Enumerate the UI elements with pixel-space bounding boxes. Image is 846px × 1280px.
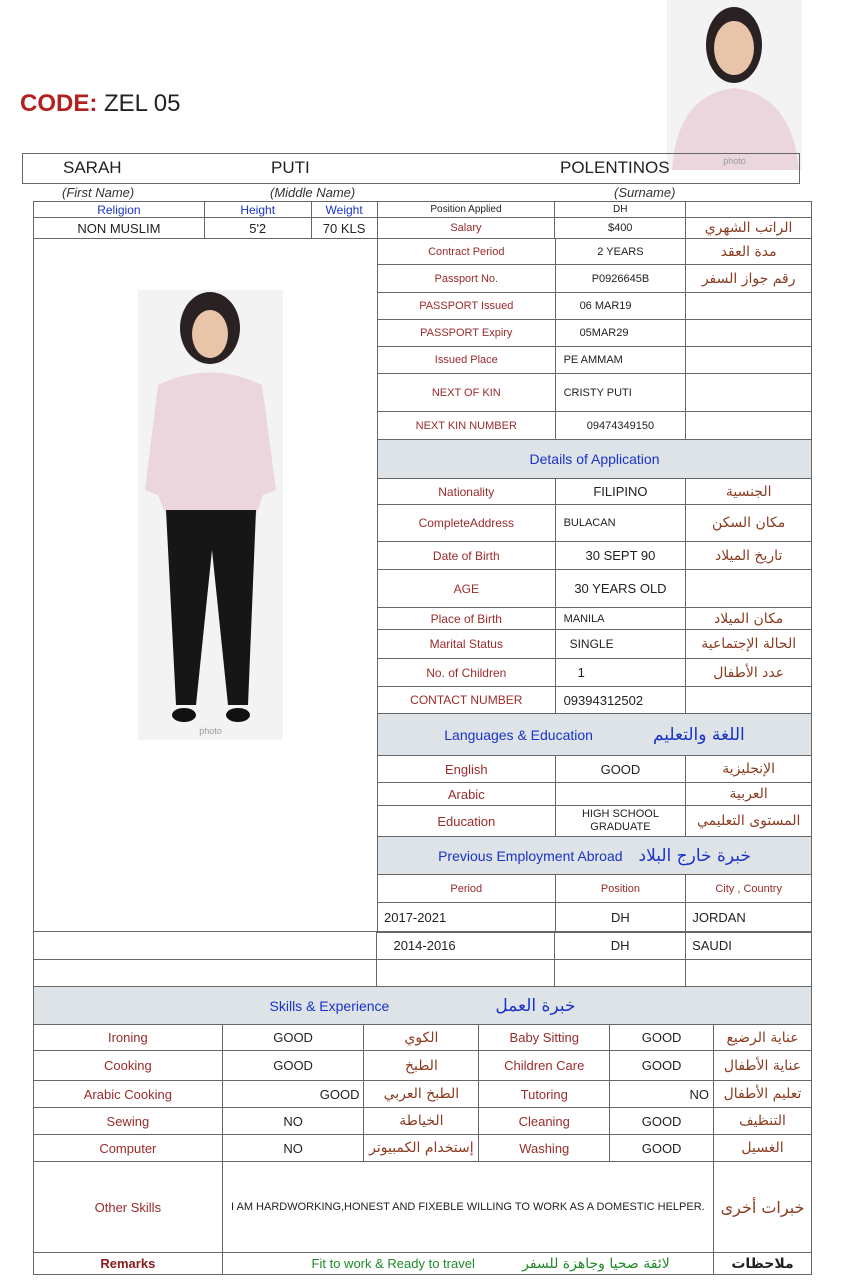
next-of-kin-arabic: [686, 374, 812, 412]
employment-row-period: 2014-2016: [377, 932, 555, 960]
headshot-figure-icon: [667, 0, 802, 170]
dob-label: Date of Birth: [378, 542, 556, 570]
passport-table: [377, 238, 812, 933]
kin-number-value: 09474349150: [555, 412, 686, 440]
skill-label: Baby Sitting: [479, 1025, 610, 1051]
position-col-header: Position: [555, 875, 686, 903]
code-label: CODE:: [20, 90, 98, 117]
skill-arabic: التنظيف: [714, 1108, 812, 1135]
address-value: BULACAN: [555, 505, 686, 542]
skill-arabic: الطبخ العربي: [364, 1081, 479, 1108]
religion-header: Religion: [34, 202, 205, 218]
skill-label: Cooking: [34, 1051, 223, 1081]
other-skills-label: Other Skills: [34, 1162, 223, 1253]
next-of-kin-value: CRISTY PUTI: [555, 374, 686, 412]
pob-value: MANILA: [555, 608, 686, 630]
skill-value: GOOD: [610, 1135, 714, 1162]
position-value: DH: [555, 202, 686, 218]
salary-arabic: الراتب الشهري: [686, 218, 812, 239]
skill-arabic: عناية الرضيع: [714, 1025, 812, 1051]
remarks-value-arabic: لائقة صحيا وجاهزة للسفر: [479, 1253, 714, 1275]
marital-value: SINGLE: [555, 630, 686, 659]
other-skills-arabic: خبرات أخرى: [714, 1162, 812, 1253]
marital-arabic: الحالة الإجتماعية: [686, 630, 812, 659]
skill-value: NO: [610, 1081, 714, 1108]
address-arabic: مكان السكن: [686, 505, 812, 542]
skill-value: NO: [222, 1108, 364, 1135]
employment-empty-cell: [686, 960, 812, 987]
pob-label: Place of Birth: [378, 608, 556, 630]
contract-label: Contract Period: [378, 239, 556, 265]
skill-arabic: الخياطة: [364, 1108, 479, 1135]
height-header: Height: [204, 202, 311, 218]
pob-arabic: مكان الميلاد: [686, 608, 812, 630]
arabic-arabic: العربية: [686, 783, 812, 806]
skill-value: GOOD: [610, 1108, 714, 1135]
weight-header: Weight: [311, 202, 377, 218]
employment-empty-cell: [377, 960, 555, 987]
children-arabic: عدد الأطفال: [686, 659, 812, 687]
nationality-value: FILIPINO: [555, 479, 686, 505]
employment-title-en: Previous Employment Abroad: [438, 847, 623, 864]
passport-expiry-value: 05MAR29: [555, 320, 686, 347]
skill-value: GOOD: [610, 1051, 714, 1081]
skills-title-ar: خبرة العمل: [495, 995, 576, 1016]
skill-arabic: تعليم الأطفال: [714, 1081, 812, 1108]
nationality-label: Nationality: [378, 479, 556, 505]
middle-name-label: (Middle Name): [270, 185, 356, 200]
skill-row: [34, 1108, 812, 1135]
skill-label: Ironing: [34, 1025, 223, 1051]
headshot-caption: photo: [723, 156, 746, 166]
employment-empty-row: [34, 960, 377, 987]
weight-value: 70 KLS: [311, 218, 377, 239]
marital-label: Marital Status: [378, 630, 556, 659]
passport-no-arabic: رقم جواز السفر: [686, 265, 812, 293]
code-header: [20, 90, 181, 118]
skill-arabic: الغسيل: [714, 1135, 812, 1162]
contact-label: CONTACT NUMBER: [378, 687, 556, 714]
address-label: CompleteAddress: [378, 505, 556, 542]
passport-issued-arabic: [686, 293, 812, 320]
employment-blank-left: [34, 932, 377, 960]
skill-arabic: الكوي: [364, 1025, 479, 1051]
basic-info-table: [33, 201, 812, 239]
remarks-arabic: ملاحظات: [714, 1253, 812, 1275]
salary-label: Salary: [377, 218, 555, 239]
contact-arabic: [686, 687, 812, 714]
next-of-kin-label: NEXT OF KIN: [378, 374, 556, 412]
skill-label: Arabic Cooking: [34, 1081, 223, 1108]
skill-value: GOOD: [610, 1025, 714, 1051]
skill-label: Children Care: [479, 1051, 610, 1081]
education-value: HIGH SCHOOL GRADUATE: [555, 806, 686, 837]
dob-arabic: تاريخ الميلاد: [686, 542, 812, 570]
employment-row-country: JORDAN: [686, 903, 812, 933]
skill-row: [34, 1025, 812, 1051]
employment-empty-cell: [555, 960, 686, 987]
skill-arabic: الطبخ: [364, 1051, 479, 1081]
country-header: City , Country: [686, 875, 812, 903]
religion-value: NON MUSLIM: [34, 218, 205, 239]
education-label: Education: [378, 806, 556, 837]
english-value: GOOD: [555, 756, 686, 783]
age-label: AGE: [378, 570, 556, 608]
age-arabic: [686, 570, 812, 608]
employment-row-country: SAUDI: [686, 932, 812, 960]
full-body-caption: photo: [199, 726, 222, 736]
english-label: English: [378, 756, 556, 783]
period-header: Period: [378, 875, 556, 903]
photo-frame: [33, 238, 378, 932]
skill-row: [34, 1081, 812, 1108]
other-skills-value: I AM HARDWORKING,HONEST AND FIXEBLE WILLING TO WORK AS A DOMESTIC HELPER.: [222, 1162, 713, 1253]
skill-label: Washing: [479, 1135, 610, 1162]
employment-section-title: [378, 837, 812, 875]
skill-value: NO: [222, 1135, 364, 1162]
skills-section-title: [34, 987, 812, 1025]
languages-title-en: Languages & Education: [444, 726, 593, 743]
passport-expiry-arabic: [686, 320, 812, 347]
children-value: 1: [555, 659, 686, 687]
languages-section-title: [378, 714, 812, 756]
arabic-label: Arabic: [378, 783, 556, 806]
education-arabic: المستوى التعليمي: [686, 806, 812, 837]
skills-table: [33, 986, 812, 1275]
skill-label: Cleaning: [479, 1108, 610, 1135]
skill-row: [34, 1135, 812, 1162]
passport-issued-value: 06 MAR19: [555, 293, 686, 320]
skill-value: GOOD: [222, 1081, 364, 1108]
first-name-label: (First Name): [62, 185, 135, 200]
employment-row-period: 2017-2021: [378, 903, 556, 933]
passport-no-label: Passport No.: [378, 265, 556, 293]
issued-place-arabic: [686, 347, 812, 374]
kin-number-arabic: [686, 412, 812, 440]
skill-label: Tutoring: [479, 1081, 610, 1108]
issued-place-label: Issued Place: [378, 347, 556, 374]
headshot-photo: [667, 0, 802, 170]
position-header: Position Applied: [377, 202, 555, 218]
languages-title-ar: اللغة والتعليم: [652, 724, 745, 745]
age-value: 30 YEARS OLD: [555, 570, 686, 608]
height-value: 5'2: [204, 218, 311, 239]
salary-value: $400: [555, 218, 686, 239]
kin-number-label: NEXT KIN NUMBER: [378, 412, 556, 440]
issued-place-value: PE AMMAM: [555, 347, 686, 374]
passport-expiry-label: PASSPORT Expiry: [378, 320, 556, 347]
english-arabic: الإنجليزية: [686, 756, 812, 783]
skill-arabic: إستخدام الكمبيوتر: [364, 1135, 479, 1162]
code-value: ZEL 05: [104, 90, 181, 117]
surname-label: (Surname): [614, 185, 676, 200]
skills-title-en: Skills & Experience: [269, 997, 390, 1014]
remarks-value: Fit to work & Ready to travel: [222, 1253, 479, 1275]
skill-row: [34, 1051, 812, 1081]
remarks-label: Remarks: [34, 1253, 223, 1275]
details-section-title: Details of Application: [378, 440, 812, 479]
employment-row-position: DH: [555, 903, 686, 933]
passport-no-value: P0926645B: [555, 265, 686, 293]
middle-name: PUTI: [271, 158, 310, 177]
skill-arabic: عناية الأطفال: [714, 1051, 812, 1081]
surname: POLENTINOS: [560, 158, 670, 177]
employment-extra-table: [33, 931, 812, 987]
passport-issued-label: PASSPORT Issued: [378, 293, 556, 320]
skill-label: Computer: [34, 1135, 223, 1162]
employment-row-position: DH: [555, 932, 686, 960]
contract-value: 2 YEARS: [555, 239, 686, 265]
skill-value: GOOD: [222, 1051, 364, 1081]
position-blank: [686, 202, 812, 218]
arabic-value: [555, 783, 686, 806]
contract-arabic: مدة العقد: [686, 239, 812, 265]
skill-label: Sewing: [34, 1108, 223, 1135]
nationality-arabic: الجنسية: [686, 479, 812, 505]
children-label: No. of Children: [378, 659, 556, 687]
name-box: [22, 153, 800, 184]
dob-value: 30 SEPT 90: [555, 542, 686, 570]
first-name: SARAH: [63, 158, 122, 177]
employment-title-ar: خبرة خارج البلاد: [638, 845, 751, 866]
skill-value: GOOD: [222, 1025, 364, 1051]
contact-value: 09394312502: [555, 687, 686, 714]
